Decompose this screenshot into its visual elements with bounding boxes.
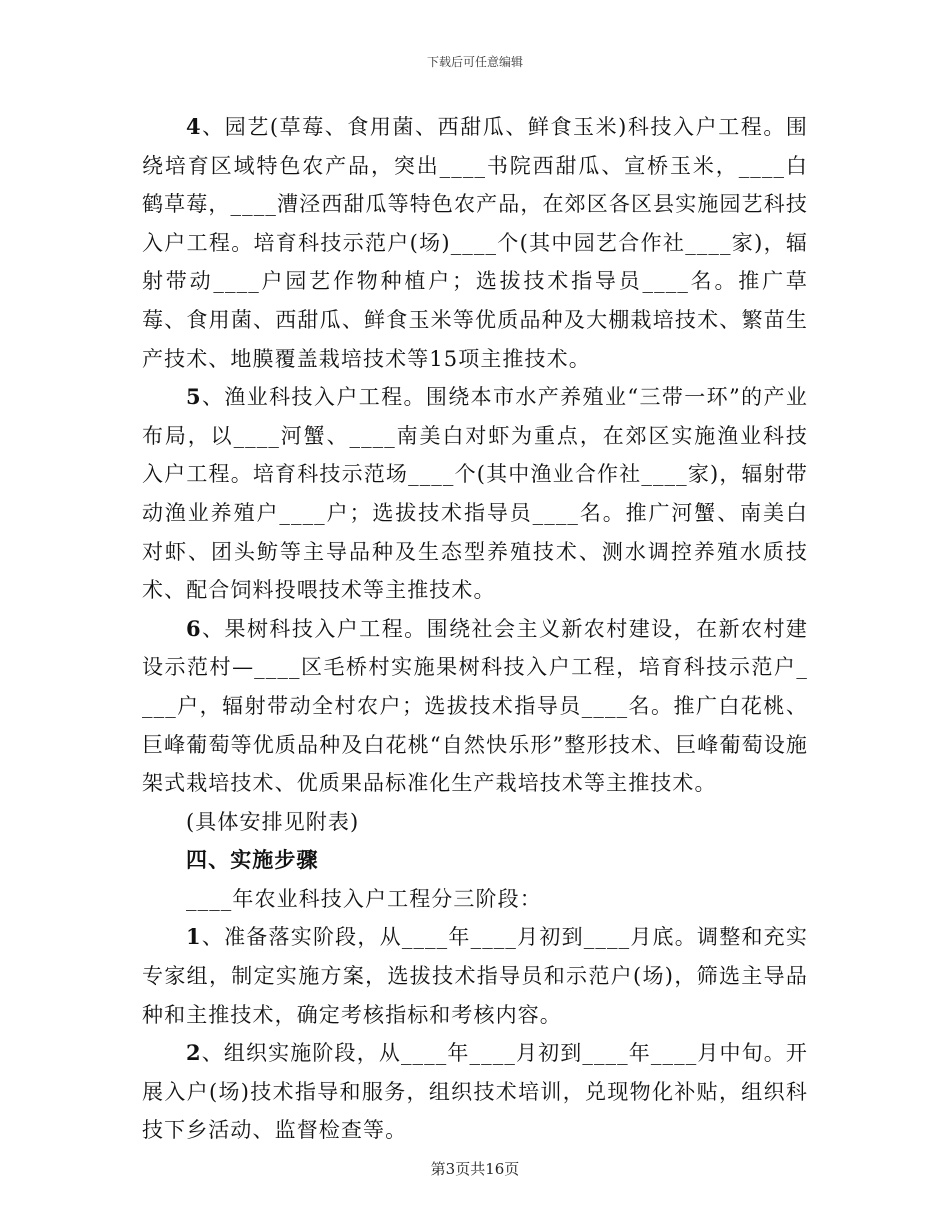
steps-intro: ____年农业科技入户工程分三阶段： [186, 886, 542, 911]
document-body [142, 108, 808, 1150]
paragraph-text: 、渔业科技入户工程。围绕本市水产养殖业“三带一环”的产业布局，以____河蟹、____南美白对虾为重点，在郊区实施渔业科技入户工程。培育科技示范场____个(其中渔业合作社____家)，辐射带动渔业养殖户____户；选拔技术指导员____名。推广河蟹、南美白对虾、团头鲂等主导品种及生态型养殖技术、测水调控养殖水质技术、配合饲料投喂技术等主推技术。 [142, 385, 808, 603]
item-number: 1 [186, 924, 202, 950]
step-implementation [142, 1034, 808, 1150]
paragraph-note [142, 803, 808, 842]
paragraph-text: 、准备落实阶段，从____年____月初到____月底。调整和充实专家组，制定实施方案，选拔技术指导员和示范户(场)，筛选主导品种和主推技术，确定考核指标和考核内容。 [142, 925, 808, 1027]
paragraph-text: 、园艺(草莓、食用菌、西甜瓜、鲜食玉米)科技入户工程。围绕培育区域特色农产品，突出____书院西甜瓜、宣桥玉米，____白鹤草莓，____漕泾西甜瓜等特色农产品，在郊区各区县实施园艺科技入户工程。培育科技示范户(场)____个(其中园艺合作社____家)，辐射带动____户园艺作物种植户；选拔技术指导员____名。推广草莓、食用菌、西甜瓜、鲜食玉米等优质品种及大棚栽培技术、繁苗生产技术、地膜覆盖栽培技术等15项主推技术。 [142, 115, 808, 371]
paragraph-fishery [142, 378, 808, 610]
section-heading: 四、实施步骤 [186, 847, 319, 873]
page-footer: 第3页共16页 [430, 1160, 520, 1178]
step-preparation [142, 918, 808, 1034]
item-number: 6 [186, 615, 202, 641]
item-number: 2 [186, 1040, 202, 1066]
page-header: 下载后可任意编辑 [426, 55, 523, 69]
paragraph-text: 、果树科技入户工程。围绕社会主义新农村建设，在新农村建设示范村—____区毛桥村实施果树科技入户工程，培育科技示范户____户，辐射带动全村农户；选拔技术指导员____名。推广白花桃、巨峰葡萄等优质品种及白花桃“自然快乐形”整形技术、巨峰葡萄设施架式栽培技术、优质果品标准化生产栽培技术等主推技术。 [142, 616, 808, 796]
item-number: 5 [186, 384, 202, 410]
paragraph-text: (具体安排见附表) [186, 809, 360, 834]
item-number: 4 [186, 114, 202, 139]
paragraph-fruit-trees [142, 610, 808, 803]
paragraph-text: 、组织实施阶段，从____年____月初到____年____月中旬。开展入户(场)技术指导和服务，组织技术培训，兑现物化补贴，组织科技下乡活动、监督检查等。 [142, 1041, 808, 1143]
paragraph-horticulture [142, 108, 808, 378]
